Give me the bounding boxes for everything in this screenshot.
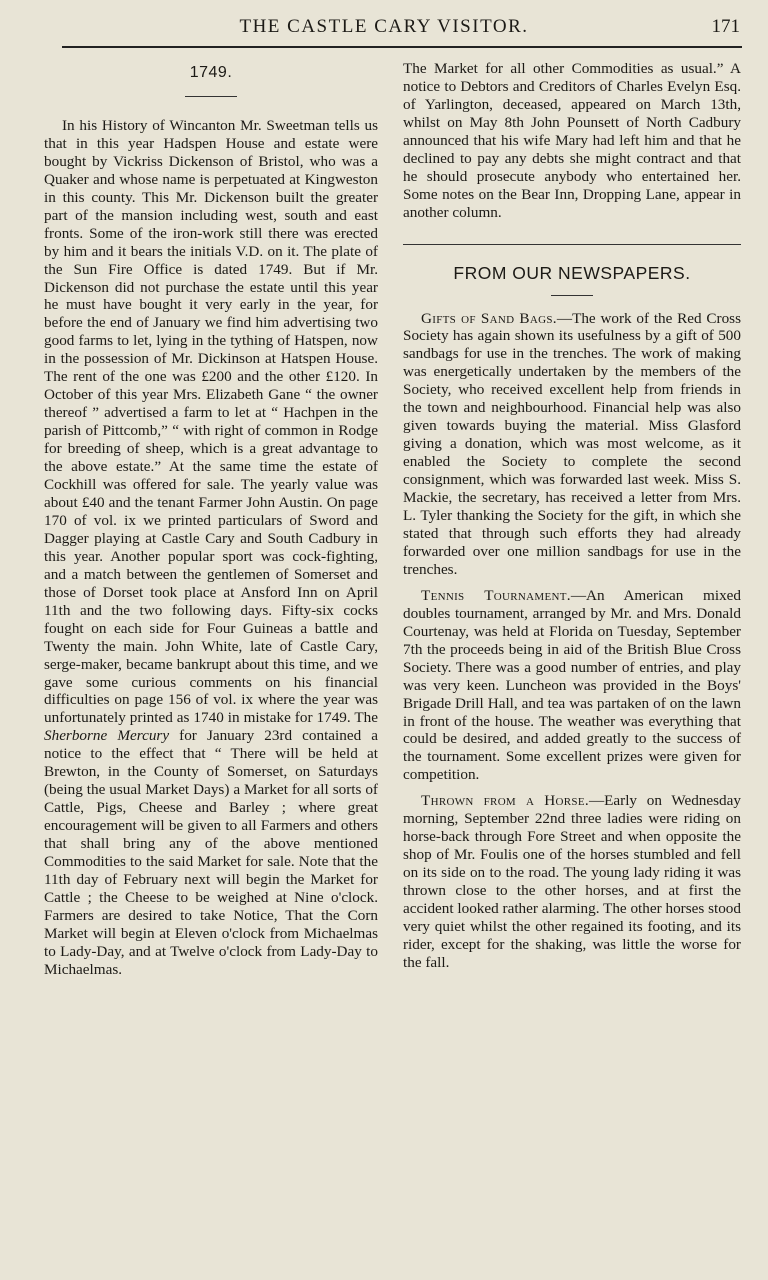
news-item-text: —Early on Wednesday morning, September 22nd three ladies were riding on horse-back through Fore Street and when opposite the shop of Mr. Foulis one of the horses stumbled and fell on its side on to the road. The young lady riding it was thrown close to the other horses, and at first the accident looked rather alarming. The other horses stood very quiet whilst the other regained its footing, and its rider, except for the shaking, was little the worse for the fall. <box>403 792 741 971</box>
news-item <box>403 792 741 972</box>
heading-rule <box>185 96 237 97</box>
year-heading: 1749. <box>189 64 233 81</box>
article-text-end: for January 23rd contained a notice to the effect that “ There will be held at Brewton, in the County of Somerset, on Saturdays (being the usual Market Days) a Market for all sorts of Cattle, Pigs, Cheese and Barley ; where great encouragement will be given to all Farmers and others that shall bring any of the above mentioned Commodities to the said Market for sale. Note that the 11th day of February next will begin the Market for Cattle ; the Cheese to be weighed at Nine o'clock. Farmers are desired to take Notice, That the Corn Market will begin at Eleven o'clock from Michaelmas to Lady-Day, and at Twelve o'clock from Lady-Day to Michaelmas. <box>44 727 379 978</box>
section-rule <box>403 244 741 245</box>
news-item-text: —An American mixed doubles tournament, arranged by Mr. and Mrs. Donald Courtenay, was held at Florida on Tuesday, September 7th the proceeds being in aid of the British Blue Cross Society. There was a good number of entries, and play was very keen. Luncheon was provided in the Boys' Brigade Drill Hall, and tea was partaken of on the lawn in front of the house. The weather was everything that could be desired, and added greatly to the success of the tournament. Some excellent prizes were given for competition. <box>403 586 741 784</box>
news-item-text: —The work of the Red Cross Society has again shown its usefulness by a gift of 500 sandbags for use in the trenches. The work of making was energetically undertaken by the members of the Society, who received excellent help from friends in the town and neighbourhood. Financial help was also given towards buying the material. Miss Glasford giving a donation, which was most welcome, as it enabled the Society to complete the second consignment, which was forwarded last week. Miss S. Mackie, the secretary, has received a letter from Mrs. L. Tyler thanking the Society for the gift, in which she stated that through such efforts they had already forwarded over one million sandbags for use in the trenches. <box>403 309 741 578</box>
publication-title: THE CASTLE CARY VISITOR. <box>239 16 529 37</box>
news-item <box>403 587 741 784</box>
news-item-head: Gifts of Sand Bags. <box>421 309 557 327</box>
newspaper-title: Sherborne Mercury <box>44 727 170 745</box>
news-item-head: Thrown from a Horse. <box>421 792 589 810</box>
article-paragraph <box>44 117 378 979</box>
section-title-rule <box>551 295 593 296</box>
continued-paragraph: The Market for all other Commodities as usual.” A notice to Debtors and Creditors of Charles Evelyn Esq. of Yarlington, deceased, appeared on March 13th, whilst on May 8th John Pounsett of North Cadbury announced that his wife Mary had left him and that he declined to pay any debts she might contract and that he should prosecute anybody who entertained her. Some notes on the Bear Inn, Dropping Lane, appear in another column. <box>403 60 741 221</box>
news-item <box>403 310 741 579</box>
page-number: 171 <box>711 16 740 37</box>
right-column <box>403 60 741 972</box>
left-column <box>44 60 378 979</box>
article-text: In his History of Wincanton Mr. Sweetman tells us that in this year Hadspen House and estate were bought by Vickriss Dickenson of Bristol, who was a Quaker and whose name is perpetuated at Kingweston in this county. This Mr. Dickenson built the greater part of the mansion including west, south and east fronts. Some of the iron-work still there was erected by him and it bears the initials V.D. on it. The plate of the Sun Fire Office is dated 1749. But if Mr. Dickenson did not purchase the estate until this year he must have bought it very early in the year, for before the end of January we find him advertising two good farms to let, lying in the tything of Hatspen, now in the possession of Mr. Dickinson at Hatspen House. The rent of the one was £200 and the other £120. In October of this year Mrs. Elizabeth Gane “ the owner thereof ” advertised a farm to let at “ Hachpen in the parish of Pittcomb,” “ with right of common in Rodge for breeding of sheep, which is a great advantage to the above estate.” At the same time the estate of Cockhill was offered for sale. The yearly value was about £40 and the tenant Farmer John Austin. On page 170 of vol. ix we printed particulars of Sword and Dagger playing at Castle Cary and South Cadbury in this year. Another popular sport was cock-fighting, and a match between the gentlemen of Somerset and those of Dorset took place at Ansford Inn on April 11th and the two following days. Fifty-six cocks fought on each side for Four Guineas a battle and Twenty the main. John White, late of Castle Cary, serge-maker, became bankrupt about this time, and we gave some curious comments on his financial difficulties on page 156 of vol. ix where the year was unfortunately printed as 1740 in mistake for 1749. The <box>44 116 378 727</box>
header-rule <box>62 46 742 48</box>
page-header <box>0 10 768 44</box>
section-title: FROM OUR NEWSPAPERS. <box>453 262 691 283</box>
news-item-head: Tennis Tournament. <box>421 586 571 604</box>
